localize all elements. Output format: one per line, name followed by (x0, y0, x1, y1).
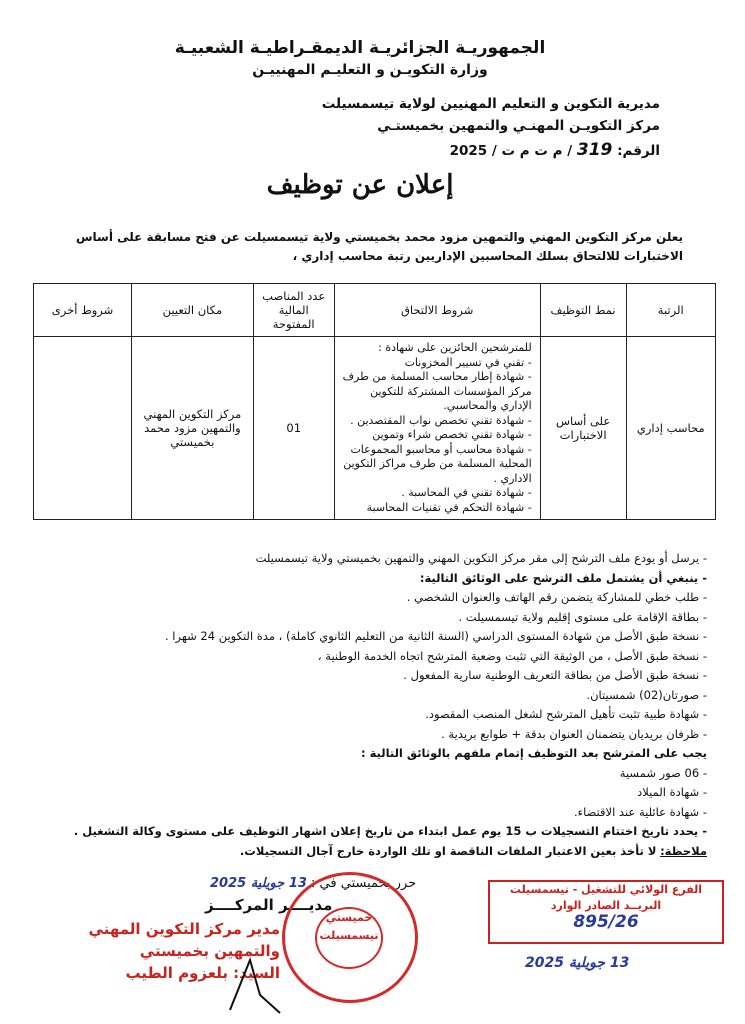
table-header-row (34, 284, 716, 337)
cell-conditions (334, 337, 540, 520)
center-line: مركز التكويـن المهنـي والتمهين بخميستـي (377, 118, 660, 134)
ref-label: الرقم: (617, 143, 660, 159)
cell-mode: على أساس الاختبارات (540, 337, 626, 520)
docs-title: - ينبغي أن يشتمل ملف الترشح على الوثائق التالية: (419, 570, 707, 585)
stamp-line: مدير مركز التكوين المهني (88, 920, 280, 938)
list-item: - نسخة طبق الأصل من شهادة المستوى الدراسي (السنة الثانية من التعليم الثانوي كاملة) ، مدة التكوين 24 شهرا . (164, 629, 707, 643)
agency-stamp-date: 13 جويلية 2025 (525, 955, 630, 971)
condition-line: للمترشحين الحائزين على شهادة : (378, 341, 532, 354)
condition-line: - شهادة محاسب أو محاسبو المجموعات (350, 442, 532, 456)
col-grade: الرتبة (626, 284, 716, 337)
stamp-line: السيد: بلعزوم الطيب (125, 964, 280, 982)
list-item: - 06 صور شمسية (619, 765, 707, 780)
header-republic: الجمهوريـة الجزائريـة الديمقـراطيـة الشعبيـة (174, 38, 546, 58)
seal-text: خميستي (325, 911, 373, 924)
director-title: مديــــر المركــــز (205, 896, 333, 914)
ref-suffix: / م ت م ت / 2025 (449, 143, 573, 159)
condition-line: - شهادة إطار محاسب المسلمة من طرف (342, 370, 532, 383)
place-line: حرر بخميستي في : (311, 876, 417, 891)
col-other: شروط أخرى (34, 284, 132, 337)
positions-table (33, 283, 716, 520)
after-title: يجب على المترشح بعد التوظيف إتمام ملفهم بالوثائق التالية : (360, 746, 707, 760)
list-item: - بطاقة الإقامة على مستوى إقليم ولاية تيسمسيلت . (458, 609, 707, 624)
send-instruction: - يرسل أو يودع ملف الترشح إلى مقر مركز التكوين المهني والتمهين بخميستي ولاية تيسمسيلت (255, 551, 707, 565)
official-seal (282, 872, 418, 1003)
header-ministry: وزارة التكويـن و التعليـم المهنييـن (252, 62, 488, 78)
signature-date: 13 جويلية 2025 (210, 876, 307, 891)
col-conditions: شروط الالتحاق (334, 284, 540, 337)
condition-line: - شهادة تقني تخصص نواب المقتصدين . (350, 413, 532, 427)
employment-agency-stamp (488, 880, 724, 944)
col-posts: عدد المناصب المالية المفتوحة (253, 284, 334, 337)
deadline: - يحدد تاريخ اختتام التسجيلات ب 15 يوم عمل ابتداء من تاريخ إعلان اشهار التوظيف على مستوى وكالة التشغيل . (73, 824, 707, 838)
condition-line: - شهادة تقني في المحاسبة . (401, 486, 532, 499)
stamp-line: الفرع الولائي للتشغيل - تيسمسيلت (509, 883, 703, 896)
cell-other (34, 337, 132, 520)
reference-number (450, 140, 660, 160)
list-item: - نسخة طبق الأصل ، من الوثيقة التي تثبت وضعية المترشح اتجاه الخدمة الوطنية ، (317, 648, 707, 663)
list-item: - شهادة الميلاد (637, 785, 707, 799)
condition-line: الإداري والمحاسبي. (443, 399, 532, 412)
stamp-line: والتمهين بخميستي (139, 942, 280, 960)
stamp-line: البريــد الصادر الوارد (550, 899, 662, 912)
seal-text: تيسمسيلت (319, 929, 379, 942)
list-item: - شهادة عائلية عند الاقتضاء. (574, 804, 707, 819)
list-item: - ظرفان بريديان يتضمنان العنوان بدقة + طوابع بريدية . (441, 726, 707, 741)
seal-center (315, 907, 383, 969)
col-place: مكان التعيين (132, 284, 254, 337)
table-row (34, 337, 716, 520)
directorate-line: مديرية التكوين و التعليم المهنيين لولاية تيسمسيلت (321, 96, 660, 112)
ref-number: 319 (576, 140, 613, 160)
col-mode: نمط التوظيف (540, 284, 626, 337)
condition-line: - تقني في تسيير المخزونات (404, 355, 532, 369)
document-title: إعلان عن توظيف (266, 170, 454, 200)
cell-place: مركز التكوين المهني والتمهين مزود محمد بخميستي (132, 337, 254, 520)
remark (27, 842, 707, 862)
list-item: - شهادة طبية تثبت تأهيل المترشح لشغل المنصب المقصود. (425, 707, 707, 721)
notes-section (27, 549, 707, 861)
condition-line: - شهادة تقني تخصص شراء وتموين (372, 428, 532, 441)
condition-line: مركز المؤسسات المشتركة للتكوين (370, 384, 532, 398)
list-item: - صورتان(02) شمسيتان. (586, 687, 707, 702)
remark-label: ملاحظة: (660, 843, 707, 858)
list-item: - طلب خطي للمشاركة يتضمن رقم الهاتف والعنوان الشخصي . (406, 590, 707, 604)
condition-line: المحلية المسلمة من طرف مراكز التكوين (343, 457, 532, 470)
condition-line: - شهادة التحكم في تقنيات المحاسبة (366, 500, 532, 514)
remark-text: لا تأخذ بعين الاعتبار الملفات الناقصة او تلك الواردة خارج آجال التسجيلات. (239, 843, 657, 858)
stamp-number: 895/26 (573, 912, 639, 932)
condition-line: الاداري . (493, 471, 532, 485)
signature-icon (225, 955, 285, 1015)
cell-grade: محاسب إداري (626, 337, 716, 520)
cell-posts: 01 (253, 337, 334, 520)
list-item: - نسخة طبق الأصل من بطاقة التعريف الوطنية سارية المفعول . (403, 668, 707, 682)
intro-paragraph: يعلن مركز التكوين المهني والتمهين مزود محمد بخميستي ولاية تيسمسيلت عن فتح مسابقة على أساس الاختبارات للالتحاق بسلك المحاسبين الإداريين رتبة محاسب إداري ، (75, 230, 683, 263)
